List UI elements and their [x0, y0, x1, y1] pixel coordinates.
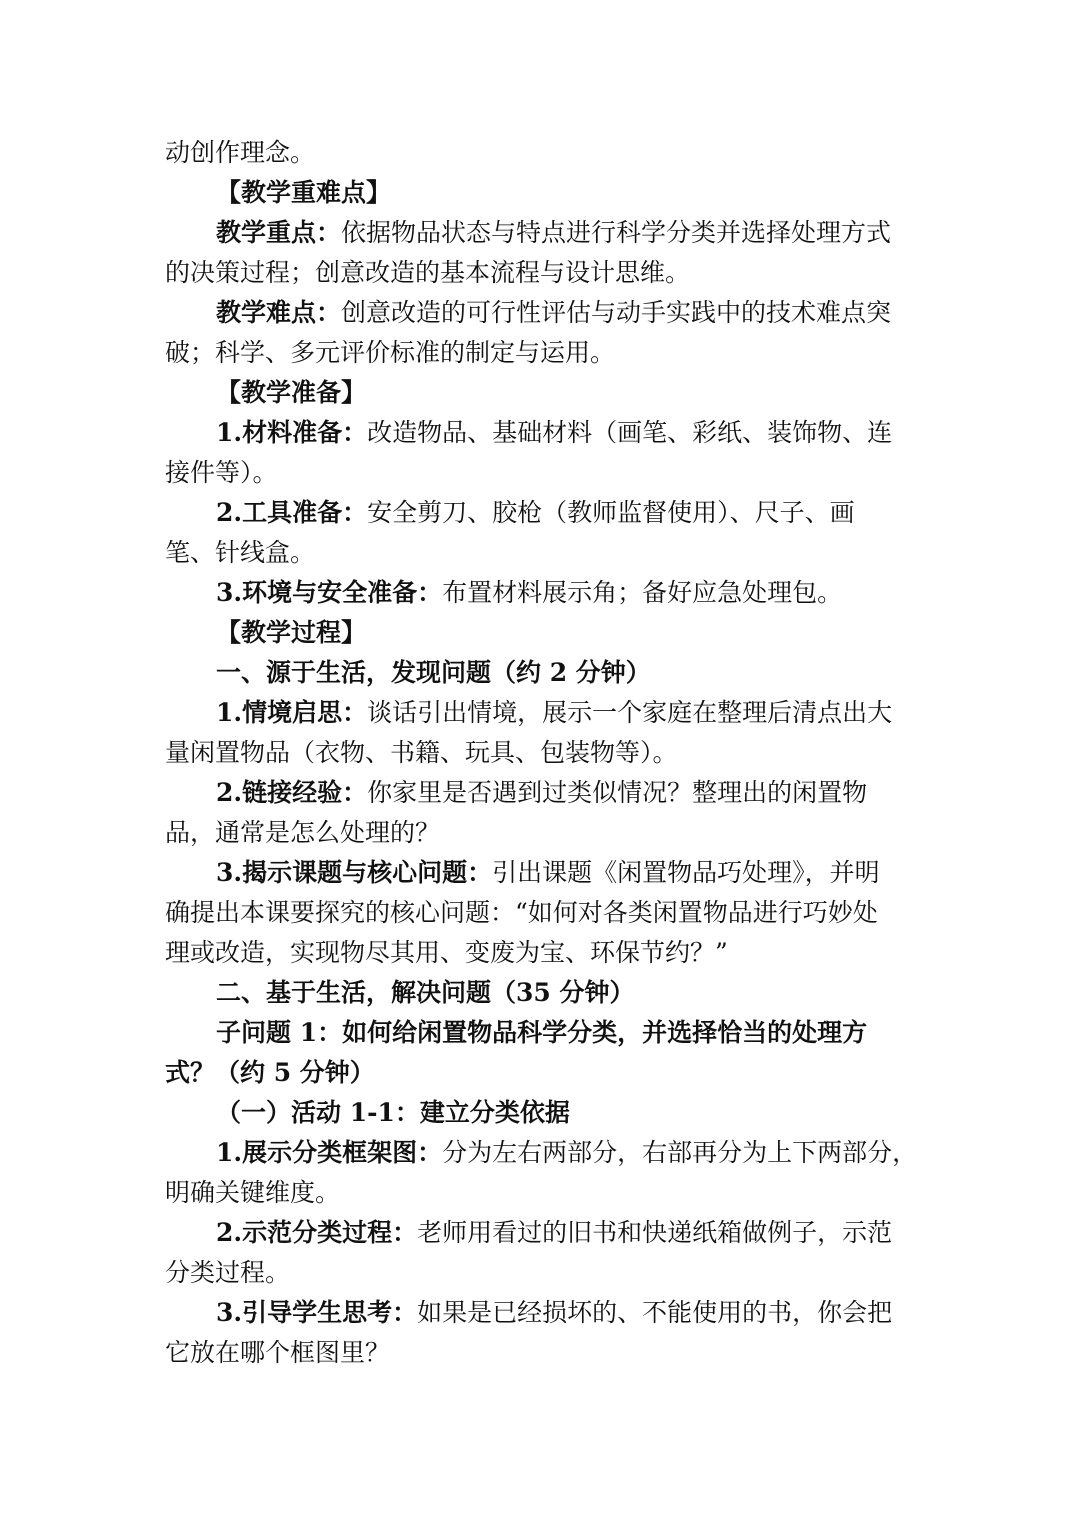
bold-text: 式？（约 5 分钟）: [165, 1058, 375, 1087]
text-line: [165, 173, 910, 213]
bold-text: 二、基于生活，解决问题（35 分钟）: [216, 978, 635, 1007]
text-line: [165, 1173, 910, 1213]
body-text: 破；科学、多元评价标准的制定与运用。: [165, 338, 616, 367]
bold-text: 教学重点：: [216, 218, 342, 247]
text-line: [165, 853, 910, 893]
bold-text: 2.工具准备：: [216, 498, 368, 527]
bold-text: （一）活动 1-1：建立分类依据: [216, 1098, 570, 1127]
text-line: [165, 413, 910, 453]
text-line: [165, 453, 910, 493]
text-line: [165, 533, 910, 573]
body-text: 引出课题《闲置物品巧处理》，并明: [492, 858, 880, 887]
body-text: 它放在哪个框图里？: [165, 1338, 391, 1367]
text-line: [165, 213, 910, 253]
text-line: [165, 933, 910, 973]
bold-text: 1.材料准备：: [216, 418, 368, 447]
text-line: [165, 1293, 910, 1333]
bold-text: 2.示范分类过程：: [216, 1218, 418, 1247]
body-text: 接件等）。: [165, 458, 278, 487]
body-text: 如果是已经损坏的、不能使用的书，你会把: [417, 1298, 893, 1327]
bold-text: 【教学重难点】: [216, 178, 392, 207]
bold-text: 【教学准备】: [216, 378, 367, 407]
bold-text: 子问题 1：如何给闲置物品科学分类，并选择恰当的处理方: [216, 1018, 868, 1047]
text-line: [165, 893, 910, 933]
bold-text: 3.引导学生思考：: [216, 1298, 418, 1327]
text-line: [165, 1213, 910, 1253]
text-line: [165, 1133, 918, 1173]
text-line: [165, 1013, 910, 1053]
bold-text: 3.环境与安全准备：: [216, 578, 443, 607]
document-body: [165, 133, 918, 1373]
text-line: [165, 813, 910, 853]
bold-text: 教学难点：: [216, 298, 342, 327]
body-text: 分为左右两部分，右部再分为上下两部分，: [442, 1138, 918, 1167]
text-line: [165, 373, 910, 413]
body-text: 改造物品、基础材料（画笔、彩纸、装饰物、连: [367, 418, 893, 447]
text-line: [165, 653, 910, 693]
bold-text: 1.情境启思：: [216, 698, 368, 727]
body-text: 动创作理念。: [165, 138, 316, 167]
bold-text: 1.展示分类框架图：: [216, 1138, 443, 1167]
text-line: [165, 733, 910, 773]
bold-text: 2.链接经验：: [216, 778, 368, 807]
body-text: 笔、针线盒。: [165, 538, 316, 567]
body-text: 安全剪刀、胶枪（教师监督使用）、尺子、画: [367, 498, 855, 527]
body-text: 的决策过程；创意改造的基本流程与设计思维。: [165, 258, 691, 287]
body-text: 分类过程。: [165, 1258, 291, 1287]
body-text: 理或改造，实现物尽其用、变废为宝、环保节约？”: [165, 938, 728, 967]
text-line: [165, 573, 910, 613]
text-line: [165, 493, 910, 533]
text-line: [165, 1053, 910, 1093]
bold-text: 一、源于生活，发现问题（约 2 分钟）: [216, 658, 651, 687]
text-line: [165, 1253, 910, 1293]
text-line: [165, 973, 910, 1013]
bold-text: 【教学过程】: [216, 618, 367, 647]
text-line: [165, 1333, 910, 1373]
text-line: [165, 613, 910, 653]
text-line: [165, 133, 910, 173]
body-text: 布置材料展示角；备好应急处理包。: [442, 578, 843, 607]
text-line: [165, 293, 910, 333]
body-text: 依据物品状态与特点进行科学分类并选择处理方式: [341, 218, 892, 247]
body-text: 创意改造的可行性评估与动手实践中的技术难点突: [341, 298, 892, 327]
text-line: [165, 333, 910, 373]
text-line: [165, 253, 910, 293]
text-line: [165, 1093, 910, 1133]
body-text: 明确关键维度。: [165, 1178, 341, 1207]
body-text: 确提出本课要探究的核心问题：“如何对各类闲置物品进行巧妙处: [165, 898, 878, 927]
body-text: 你家里是否遇到过类似情况？整理出的闲置物: [367, 778, 868, 807]
bold-text: 3.揭示课题与核心问题：: [216, 858, 493, 887]
body-text: 品，通常是怎么处理的？: [165, 818, 441, 847]
body-text: 谈话引出情境，展示一个家庭在整理后清点出大: [367, 698, 893, 727]
body-text: 量闲置物品（衣物、书籍、玩具、包装物等）。: [165, 738, 678, 767]
text-line: [165, 773, 910, 813]
body-text: 老师用看过的旧书和快递纸箱做例子，示范: [417, 1218, 893, 1247]
text-line: [165, 693, 910, 733]
